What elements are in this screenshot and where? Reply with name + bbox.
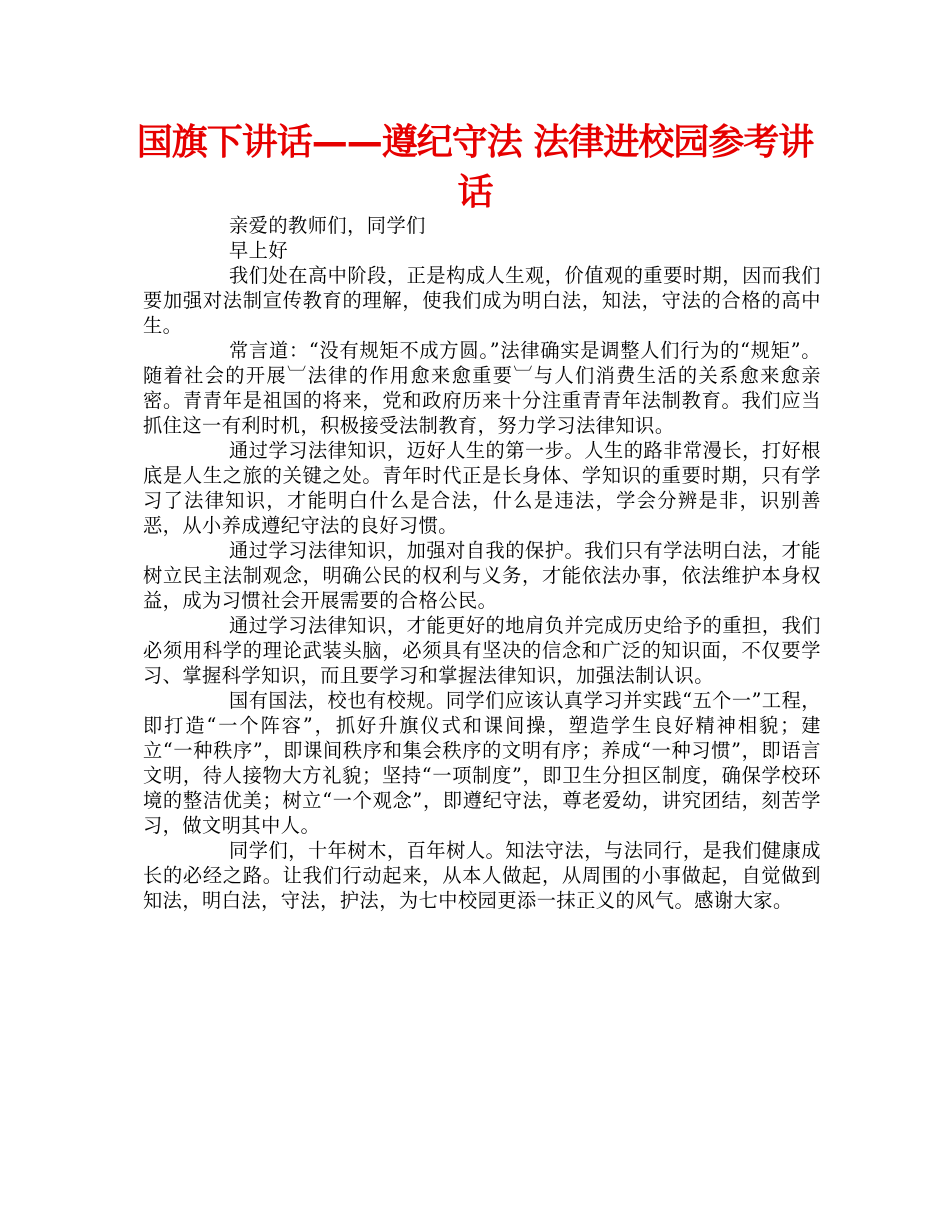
closing-paragraph: 同学们，十年树木，百年树人。知法守法，与法同行，是我们健康成长的必经之路。让我们行动起来，从本人做起，从周围的小事做起，自觉做到知法，明白法，守法，护法，为七中校园更添一抹正义的风气。感谢大家。	[143, 839, 821, 912]
body-paragraph: 国有国法，校也有校规。同学们应该认真学习并实践“五个一”工程，即打造“一个阵容”，抓好升旗仪式和课间操，塑造学生良好精神相貌；建立“一种秩序”，即课间秩序和集会秩序的文明有序；养成“一种习惯”，即语言文明，待人接物大方礼貌；坚持“一项制度”，即卫生分担区制度，确保学校环境的整洁优美；树立“一个观念”，即遵纪守法，尊老爱幼，讲究团结，刻苦学习，做文明其中人。	[143, 689, 821, 837]
body-paragraph: 常言道：“没有规矩不成方圆。”法律确实是调整人们行为的“规矩”。随着社会的开展︺法律的作用愈来愈重要︺与人们消费生活的关系愈来愈亲密。青青年是祖国的将来，党和政府历来十分注重青青年法制教育。我们应当抓住这一有利时机，积极接受法制教育，努力学习法律知识。	[143, 339, 821, 437]
body-paragraph: 通过学习法律知识，才能更好的地肩负并完成历史给予的重担，我们必须用科学的理论武装头脑，必须具有坚决的信念和广泛的知识面，不仅要学习、掌握科学知识，而且要学习和掌握法律知识，加强法制认识。	[143, 614, 821, 687]
document-body	[143, 213, 821, 913]
document-title: 国旗下讲话——遵纪守法 法律进校园参考讲话	[136, 122, 814, 213]
body-paragraph: 通过学习法律知识，加强对自我的保护。我们只有学法明白法，才能树立民主法制观念，明确公民的权利与义务，才能依法办事，依法维护本身权益，成为习惯社会开展需要的合格公民。	[143, 539, 821, 612]
body-paragraph: 通过学习法律知识，迈好人生的第一步。人生的路非常漫长，打好根底是人生之旅的关键之处。青年时代正是长身体、学知识的重要时期，只有学习了法律知识，才能明白什么是合法，什么是违法，学会分辨是非，识别善恶，从小养成遵纪守法的良好习惯。	[143, 439, 821, 537]
body-paragraph: 我们处在高中阶段，正是构成人生观，价值观的重要时期，因而我们要加强对法制宣传教育的理解，使我们成为明白法，知法，守法的合格的高中生。	[143, 264, 821, 337]
greeting-morning-paragraph: 早上好	[229, 239, 289, 262]
greeting-paragraph: 亲爱的教师们，同学们	[229, 214, 426, 237]
